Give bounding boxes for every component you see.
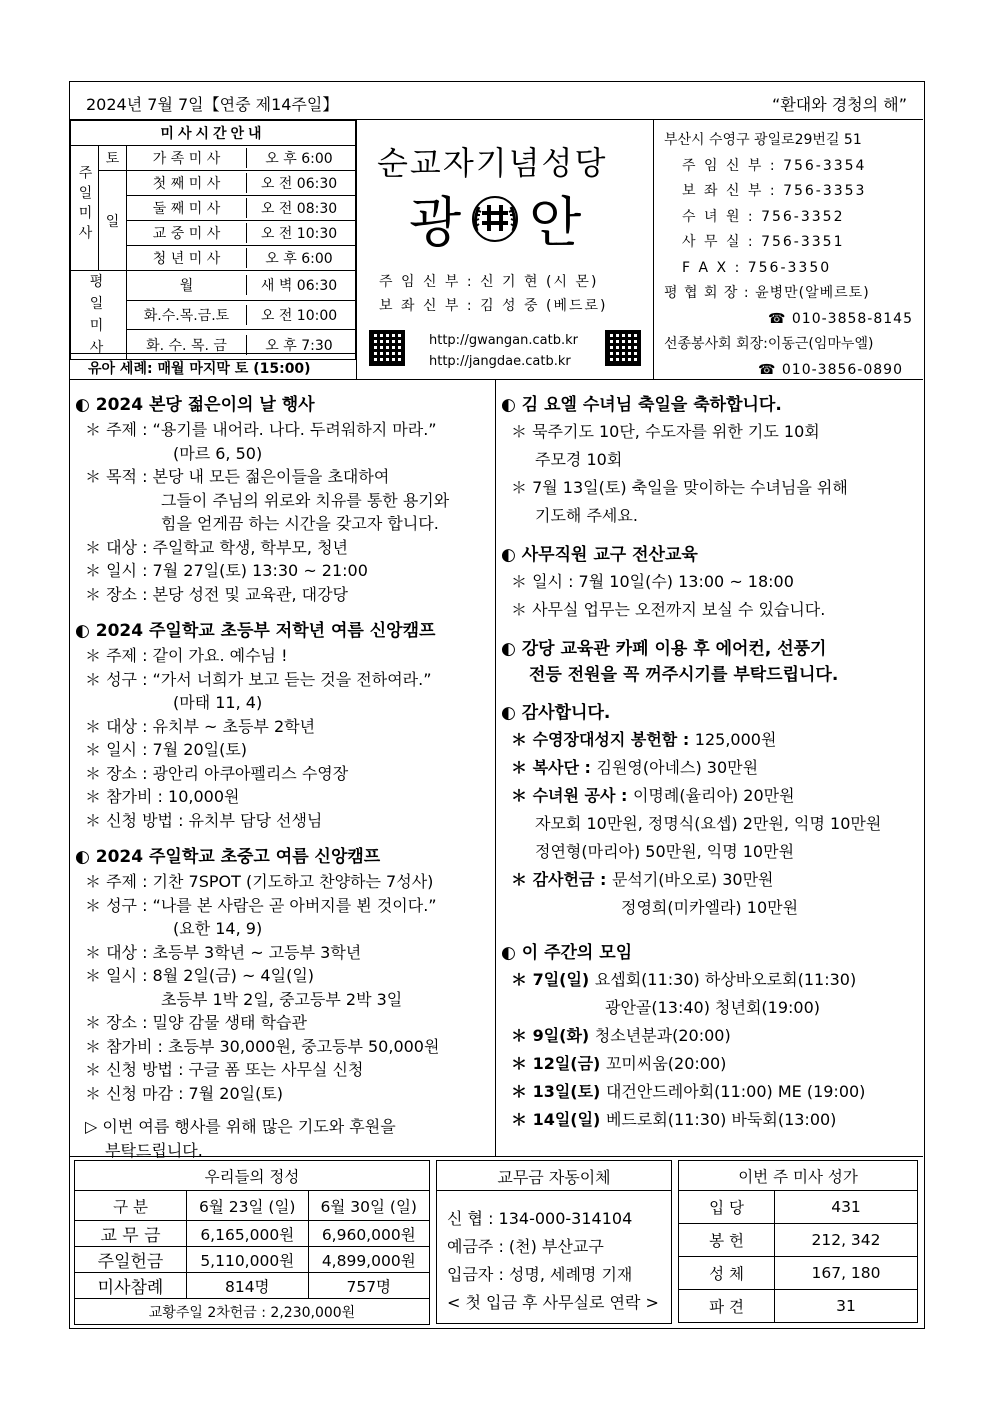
offering-value: 4,899,000원 [308, 1247, 430, 1273]
table-row [679, 1224, 918, 1257]
table-row [75, 1221, 430, 1247]
contact-info [654, 120, 923, 380]
saturday-label: 토 [99, 146, 127, 171]
offering-col-header: 구 분 [75, 1191, 187, 1221]
mass-row: 청 년 미 사 오 후 6:00 [127, 246, 356, 271]
offering-value: 6,165,000원 [187, 1221, 309, 1247]
autopay-depositor: 입금자 : 성명, 세례명 기재 [447, 1265, 633, 1284]
header-section [70, 120, 923, 380]
table-row [679, 1257, 918, 1290]
offering-table [74, 1160, 430, 1325]
sunday-label: 일 [99, 171, 127, 271]
bulletin-page [69, 81, 925, 1329]
text-line: 기도해 주세요. [535, 506, 638, 525]
church-emblem-icon [467, 191, 523, 247]
hymn-label: 성 체 [679, 1257, 775, 1290]
offering-value: 6,960,000원 [308, 1221, 430, 1247]
text-line: ＊ 신청 마감 : 7월 20일(토) [85, 1083, 284, 1103]
text-line: ＊ 주제 : “용기를 내어라. 나다. 두려워하지 마라.” [85, 420, 437, 439]
text-line: ＊ 장소 : 광안리 아쿠아펠리스 수영장 [85, 763, 349, 783]
text-line: ＊ 복사단 : 김원영(아네스) 30만원 [511, 758, 759, 777]
table-row [679, 1191, 918, 1224]
mass-schedule [70, 120, 357, 380]
autopay-note: < 첫 입금 후 사무실로 연락 > [447, 1293, 659, 1312]
table-row [679, 1290, 918, 1323]
hymn-label: 파 견 [679, 1290, 775, 1323]
closing-note: 부탁드립니다. [105, 1140, 203, 1160]
mass-title: 미사시간안내 [71, 121, 356, 146]
phone-line: 주 임 신 부 : 756-3354 [682, 157, 867, 174]
volunteer-phone: ☎ 010-3856-0890 [758, 361, 903, 378]
text-line: ＊ 장소 : 본당 성전 및 교육관, 대강당 [85, 584, 349, 604]
offering-title: 우리들의 정성 [75, 1161, 430, 1191]
text-line: ＊ 묵주기도 10단, 수도자를 위한 기도 10회 [511, 422, 820, 441]
offering-value: 814명 [187, 1273, 309, 1299]
text-line: (마태 11, 4) [173, 693, 263, 712]
bulletin-date: 2024년 7월 7일【연중 제14주일】 [86, 95, 339, 114]
section-title: 전등 전원을 꼭 꺼주시기를 부탁드립니다. [529, 665, 839, 685]
meeting-line: ＊ 12일(금) 꼬미씨움(20:00) [511, 1054, 727, 1073]
weekday-mass-label: 평일미사 [71, 271, 127, 360]
offering-col-header: 6월 23일 (일) [187, 1191, 309, 1221]
section-title: ◐ 2024 주일학교 초등부 저학년 여름 신앙캠프 [75, 621, 436, 641]
text-line: ＊ 성구 : “가서 너희가 보고 듣는 것을 전하여라.” [85, 669, 432, 689]
section-title: ◐ 강당 교육관 카페 이용 후 에어컨, 선풍기 [501, 639, 827, 659]
church-name-right: 안 [529, 191, 582, 254]
phone-line: 사 무 실 : 756-3351 [682, 234, 845, 250]
text-line: ＊ 일시 : 7월 10일(수) 13:00 ~ 18:00 [511, 572, 794, 591]
papal-collection: 교황주일 2차헌금 : 2,230,000원 [75, 1299, 430, 1325]
assistant-priest-name: 보 좌 신 부 : 김 성 중 (베드로) [379, 298, 608, 314]
text-line: ＊ 일시 : 7월 20일(토) [85, 740, 248, 759]
text-line: ＊ 대상 : 주일학교 학생, 학부모, 청년 [85, 537, 349, 557]
qr-code-icon [369, 330, 405, 366]
qr-code-icon [605, 330, 641, 366]
hymn-value: 431 [775, 1191, 918, 1224]
table-row [75, 1247, 430, 1273]
church-name-left: 광 [409, 191, 462, 254]
text-line: 정연형(마리아) 50만원, 익명 10만원 [535, 842, 795, 861]
text-line: ＊ 주제 : 기찬 7SPOT (기도하고 찬양하는 7성사) [85, 872, 434, 891]
date-bar [70, 82, 923, 120]
offering-label: 주일헌금 [75, 1247, 187, 1273]
bottom-section [70, 1156, 923, 1328]
hymn-label: 입 당 [679, 1191, 775, 1224]
text-line: ＊ 일시 : 7월 27일(토) 13:30 ~ 21:00 [85, 561, 368, 580]
text-line: ＊ 성구 : “나를 본 사람은 곧 아버지를 뵌 것이다.” [85, 895, 437, 915]
year-motto: “환대와 경청의 해” [772, 95, 907, 114]
text-line: 주모경 10회 [535, 450, 623, 469]
pastor-name: 주 임 신 부 : 신 기 현 (시 몬) [379, 274, 599, 290]
meeting-line: ＊ 7일(일) 요셉회(11:30) 하상바오로회(11:30) [511, 970, 857, 989]
autopay-title: 교무금 자동이체 [437, 1161, 671, 1191]
weekday-row: 화.수.목.금.토 오 전 10:00 [127, 300, 356, 330]
section-title: ◐ 김 요엘 수녀님 축일을 축하합니다. [501, 395, 782, 415]
left-column [70, 380, 496, 1160]
text-line: 초등부 1박 2일, 중고등부 2박 3일 [161, 989, 403, 1009]
phone-line: 수 녀 원 : 756-3352 [682, 208, 845, 225]
weekday-row: 화. 수. 목. 금 오 후 7:30 [127, 330, 356, 360]
mass-row: 첫 째 미 사 오 전 06:30 [127, 171, 356, 196]
offering-label: 미사참례 [75, 1273, 187, 1299]
text-line: ＊ 수영장대성지 봉헌함 : 125,000원 [511, 730, 777, 749]
offering-col-header: 6월 30일 (일) [308, 1191, 430, 1221]
text-line: ＊ 신청 방법 : 구글 폼 또는 사무실 신청 [85, 1060, 364, 1079]
church-address: 부산시 수영구 광일로29번길 51 [664, 132, 862, 148]
text-line: 힘을 얻게끔 하는 시간을 갖고자 합니다. [161, 514, 439, 533]
right-column [496, 380, 923, 1156]
meeting-line: ＊ 13일(토) 대건안드레아회(11:00) ME (19:00) [511, 1082, 866, 1101]
volunteer-president: 선종봉사회 회장:이동근(임마누엘) [664, 336, 874, 352]
church-masthead [357, 120, 654, 380]
fax-line: F A X : 756-3350 [682, 259, 832, 276]
text-line: ＊ 대상 : 초등부 3학년 ~ 고등부 3학년 [85, 942, 362, 962]
closing-note: ▷ 이번 여름 행사를 위해 많은 기도와 후원을 [85, 1117, 396, 1136]
text-line: ＊ 일시 : 8월 2일(금) ~ 4일(일) [85, 966, 315, 985]
phone-line: 보 좌 신 부 : 756-3353 [682, 183, 867, 199]
text-line: ＊ 참가비 : 초등부 30,000원, 중고등부 50,000원 [85, 1036, 440, 1056]
section-title: ◐ 2024 주일학교 초중고 여름 신앙캠프 [75, 847, 381, 867]
text-line: ＊ 참가비 : 10,000원 [85, 787, 240, 806]
autopay-holder: 예금주 : (천) 부산교구 [447, 1237, 604, 1256]
website-link-jangdae[interactable]: http://jangdae.catb.kr [429, 354, 571, 369]
hymn-table [678, 1160, 918, 1323]
text-line: 자모회 10만원, 정명식(요셉) 2만원, 익명 10만원 [535, 814, 882, 833]
mass-row: 교 중 미 사 오 전 10:30 [127, 221, 356, 246]
infant-baptism: 유아 세례: 매월 마지막 토 (15:00) [70, 353, 356, 380]
text-line: ＊ 수녀원 공사 : 이명례(율리아) 20만원 [511, 786, 795, 805]
church-subtitle: 순교자기념성당 [377, 144, 608, 182]
text-line: 그들이 주님의 위로와 치유를 통한 용기와 [161, 490, 450, 510]
text-line: ＊ 신청 방법 : 유치부 담당 선생님 [85, 810, 323, 830]
website-link-gwangan[interactable]: http://gwangan.catb.kr [429, 333, 578, 348]
text-line: ＊ 7월 13일(토) 축일을 맞이하는 수녀님을 위해 [511, 478, 848, 497]
offering-value: 757명 [308, 1273, 430, 1299]
section-title: ◐ 감사합니다. [501, 703, 611, 723]
website-links [429, 330, 578, 372]
mass-row: 가 족 미 사 오 후 6:00 [127, 146, 356, 171]
sunday-mass-label: 주일미사 [71, 146, 99, 271]
autopay-box [436, 1160, 672, 1324]
hymn-value: 212, 342 [775, 1224, 918, 1257]
meeting-line: 광안골(13:40) 청년회(19:00) [605, 998, 821, 1017]
mass-row: 둘 째 미 사 오 전 08:30 [127, 196, 356, 221]
meeting-line: ＊ 9일(화) 청소년분과(20:00) [511, 1026, 731, 1045]
table-row [75, 1273, 430, 1299]
text-line: ＊ 장소 : 밀양 감물 생태 학습관 [85, 1013, 307, 1032]
section-title: ◐ 이 주간의 모임 [501, 943, 633, 963]
text-line: (마르 6, 50) [173, 443, 263, 463]
council-phone: ☎ 010-3858-8145 [768, 310, 913, 327]
hymn-label: 봉 헌 [679, 1224, 775, 1257]
autopay-account: 신 협 : 134-000-314104 [447, 1209, 633, 1228]
offering-value: 5,110,000원 [187, 1247, 309, 1273]
text-line: ＊ 주제 : 같이 가요. 예수님 ! [85, 646, 288, 665]
priest-list [379, 270, 607, 318]
council-president: 평 협 회 장 : 윤병만(알베르토) [664, 285, 870, 301]
text-line: 정영희(미카엘라) 10만원 [621, 898, 799, 917]
hymn-title: 이번 주 미사 성가 [679, 1161, 918, 1191]
meeting-line: ＊ 14일(일) 베드로회(11:30) 바둑회(13:00) [511, 1110, 837, 1129]
hymn-value: 31 [775, 1290, 918, 1323]
offering-label: 교 무 금 [75, 1221, 187, 1247]
weekday-row: 월 새 벽 06:30 [127, 271, 356, 301]
text-line: (요한 14, 9) [173, 919, 263, 938]
text-line: ＊ 사무실 업무는 오전까지 보실 수 있습니다. [511, 600, 826, 619]
section-title: ◐ 2024 본당 젊은이의 날 행사 [75, 395, 315, 415]
text-line: ＊ 목적 : 본당 내 모든 젊은이들을 초대하여 [85, 467, 390, 486]
church-name [409, 180, 581, 257]
text-line: ＊ 대상 : 유치부 ~ 초등부 2학년 [85, 716, 316, 736]
section-title: ◐ 사무직원 교구 전산교육 [501, 545, 698, 565]
hymn-value: 167, 180 [775, 1257, 918, 1290]
text-line: ＊ 감사헌금 : 문석기(바오로) 30만원 [511, 870, 774, 889]
